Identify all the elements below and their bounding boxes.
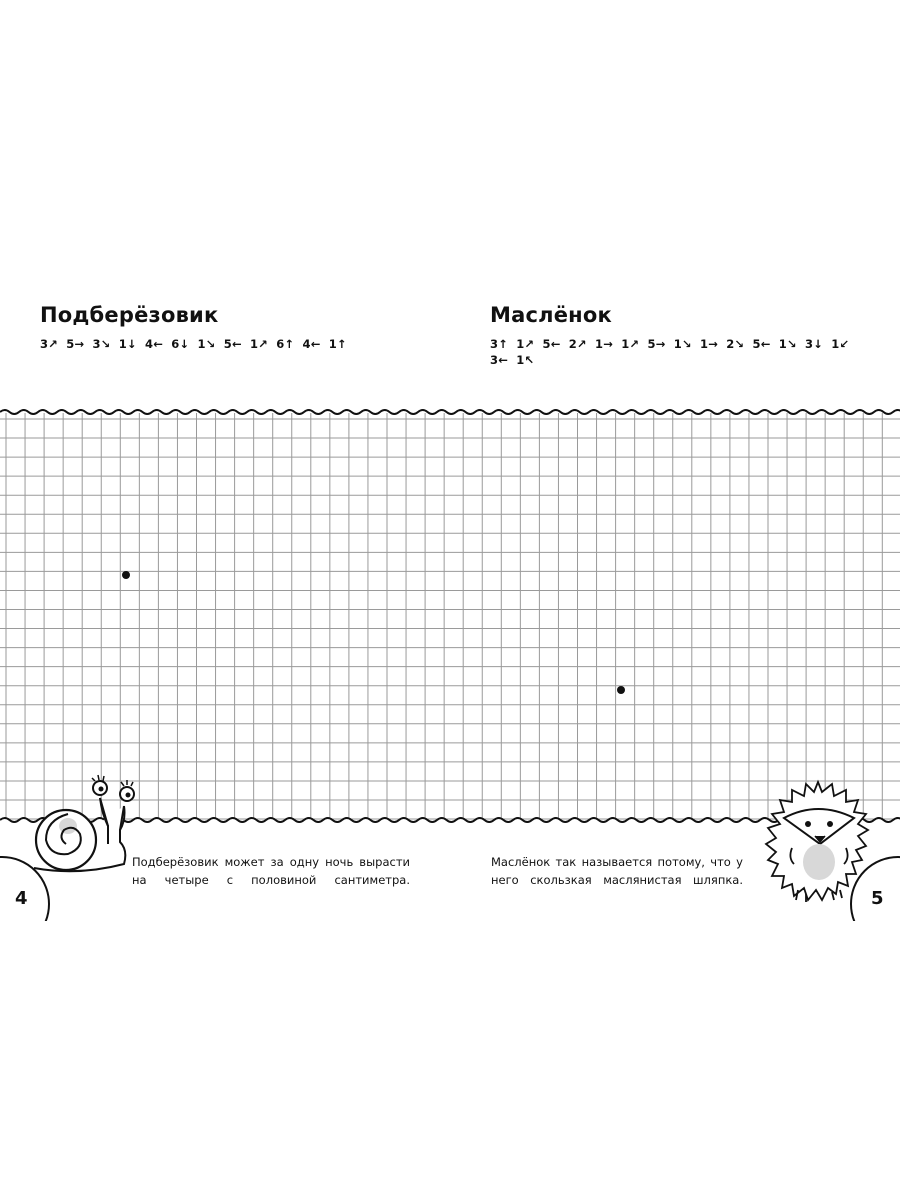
right-page-title: Маслёнок — [490, 303, 612, 327]
sequence-step: 1↘ — [197, 337, 216, 351]
sequence-step: 1→ — [700, 337, 719, 351]
left-page-title: Подберёзовик — [40, 303, 219, 327]
right-fact-text: Маслёнок так называется потому, что у него скользкая маслянистая шляпка. — [491, 855, 743, 887]
page-bottom-cover — [0, 921, 900, 1200]
sequence-step: 3↘ — [92, 337, 111, 351]
sequence-step: 3← — [490, 353, 509, 367]
sequence-step: 5← — [542, 337, 561, 351]
sequence-step: 2↗ — [568, 337, 587, 351]
sequence-step: 6↑ — [276, 337, 295, 351]
sequence-step: 1↓ — [118, 337, 137, 351]
right-direction-sequence-line2 — [490, 353, 543, 367]
sequence-step: 5→ — [647, 337, 666, 351]
sequence-step: 1↖ — [516, 353, 535, 367]
sequence-step: 1↗ — [516, 337, 535, 351]
start-dot-right[interactable] — [617, 686, 625, 694]
sequence-step: 4← — [302, 337, 321, 351]
sequence-step: 2↘ — [726, 337, 745, 351]
sequence-step: 5← — [752, 337, 771, 351]
sequence-step: 4← — [145, 337, 164, 351]
left-direction-sequence — [40, 337, 355, 351]
sequence-step: 1↘ — [778, 337, 797, 351]
sequence-step: 6↓ — [171, 337, 190, 351]
right-direction-sequence-line1 — [490, 337, 858, 351]
sequence-step: 1↗ — [621, 337, 640, 351]
sequence-step: 1↙ — [831, 337, 850, 351]
start-dot-left[interactable] — [122, 571, 130, 579]
sequence-step: 3↓ — [805, 337, 824, 351]
sequence-step: 1↘ — [673, 337, 692, 351]
sequence-step: 5← — [223, 337, 242, 351]
sequence-step: 1↗ — [250, 337, 269, 351]
snail-icon — [28, 768, 138, 880]
sequence-step: 3↑ — [490, 337, 509, 351]
sequence-step: 1↑ — [328, 337, 347, 351]
page-number-left: 4 — [15, 888, 28, 909]
sequence-step: 3↗ — [40, 337, 59, 351]
sequence-step: 1→ — [595, 337, 614, 351]
sequence-step: 5→ — [66, 337, 85, 351]
page-number-right: 5 — [871, 888, 884, 909]
left-fact-text: Подберёзовик может за одну ночь вырасти на четыре с половиной сантиметра. — [132, 855, 410, 887]
